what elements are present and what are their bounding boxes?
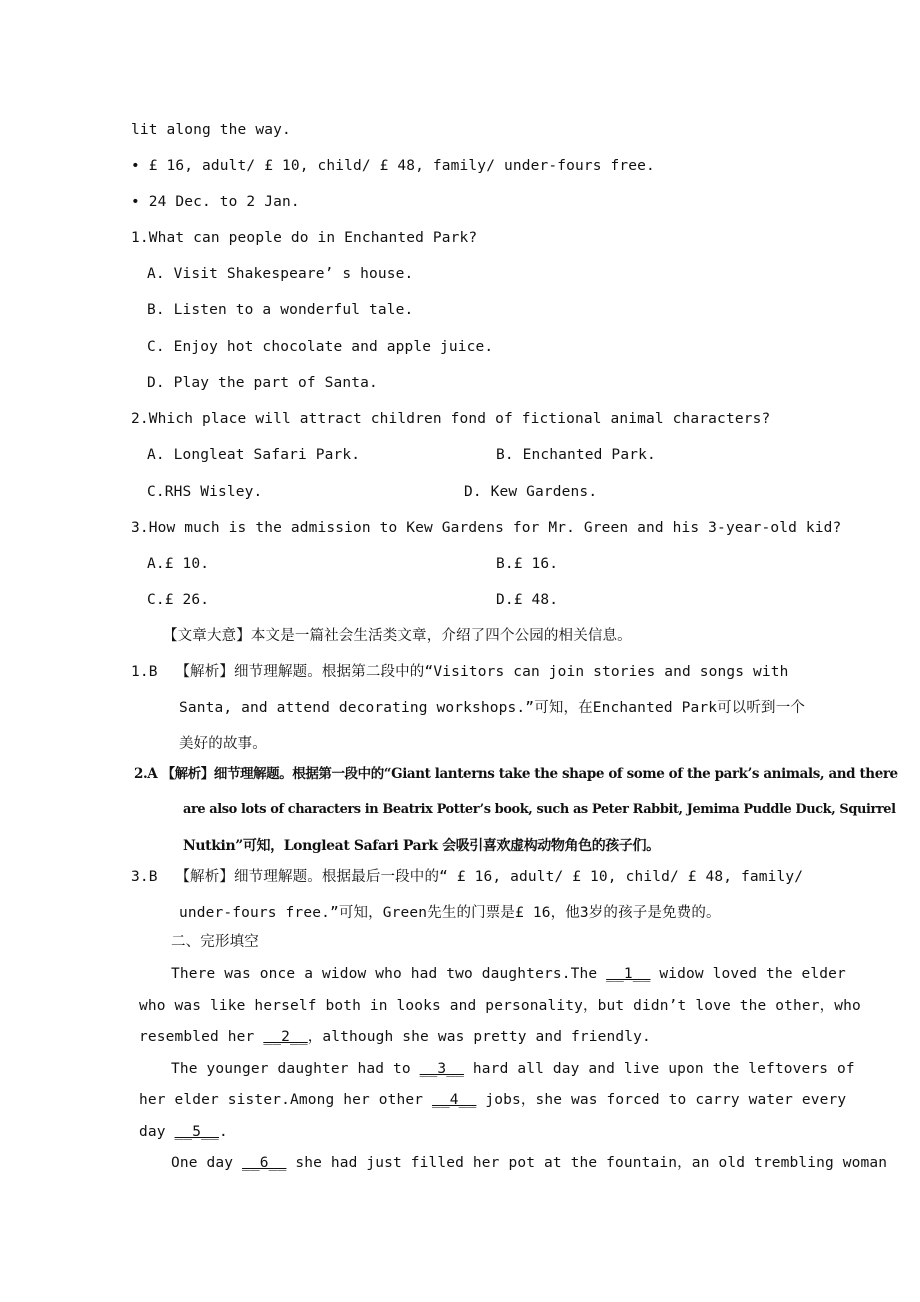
- answer-1-line: 美好的故事。: [179, 736, 267, 752]
- cloze-blank-3: __3__: [419, 1061, 465, 1077]
- question-3-option-c: C.£ 26.: [147, 592, 210, 608]
- question-1-option-c: C. Enjoy hot chocolate and apple juice.: [147, 339, 494, 355]
- cloze-blank-6: __6__: [242, 1155, 287, 1171]
- question-2-option-b: B. Enchanted Park.: [496, 447, 656, 463]
- answer-2-line: 2.A 【解析】细节理解题。根据第一段中的“Giant lanterns take the shape of some of the park’s animals, and there: [134, 766, 898, 782]
- cloze-blank-1: __1__: [606, 966, 651, 982]
- question-1-option-d: D. Play the part of Santa.: [147, 375, 378, 391]
- question-3-option-d: D.£ 48.: [496, 592, 559, 608]
- passage-line: lit along the way.: [131, 122, 291, 138]
- question-2-option-d: D. Kew Gardens.: [464, 484, 598, 500]
- answer-3-line: under-fours free.”可知，Green先生的门票是£ 16，他3岁的孩子是免费的。: [179, 905, 721, 921]
- cloze-blank-5: __5__: [174, 1124, 219, 1140]
- question-3-option-b: B.£ 16.: [496, 556, 559, 572]
- question-1-stem: 1.What can people do in Enchanted Park?: [131, 230, 478, 246]
- answer-2-line: are also lots of characters in Beatrix Potter’s book, such as Peter Rabbit, Jemima Puddle Duck, Squirrel: [183, 802, 896, 817]
- answer-1-line: Santa, and attend decorating workshops.”可知，在Enchanted Park可以听到一个: [179, 700, 806, 716]
- answer-1-line: 1.B 【解析】细节理解题。根据第二段中的“Visitors can join stories and songs with: [131, 664, 789, 680]
- answer-3-line: 3.B 【解析】细节理解题。根据最后一段中的“ £ 16, adult/ £ 10, child/ £ 48, family/: [131, 869, 804, 885]
- cloze-blank-4: __4__: [432, 1092, 477, 1108]
- question-3-option-a: A.£ 10.: [147, 556, 210, 572]
- question-1-option-a: A. Visit Shakespeare’ s house.: [147, 266, 414, 282]
- cloze-line: day __5__.: [139, 1124, 228, 1140]
- question-1-option-b: B. Listen to a wonderful tale.: [147, 302, 414, 318]
- question-2-option-a: A. Longleat Safari Park.: [147, 447, 361, 463]
- date-bullet: • 24 Dec. to 2 Jan.: [131, 194, 300, 210]
- cloze-line: There was once a widow who had two daughters.The __1__ widow loved the elder: [171, 966, 846, 982]
- question-2-option-c: C.RHS Wisley.: [147, 484, 263, 500]
- answer-2-line: Nutkin”可知，Longleat Safari Park 会吸引喜欢虚构动物角色的孩子们。: [183, 838, 660, 854]
- cloze-line: her elder sister.Among her other __4__ jobs，she was forced to carry water every: [139, 1092, 847, 1108]
- cloze-line: The younger daughter had to __3__ hard all day and live upon the leftovers of: [171, 1061, 855, 1077]
- question-2-stem: 2.Which place will attract children fond of fictional animal characters?: [131, 411, 771, 427]
- cloze-line: who was like herself both in looks and personality，but didn’t love the other，who: [139, 998, 861, 1014]
- cloze-line: resembled her __2__，although she was pretty and friendly.: [139, 1029, 651, 1045]
- article-summary: 【文章大意】本文是一篇社会生活类文章，介绍了四个公园的相关信息。: [163, 628, 632, 644]
- section-title: 二、完形填空: [171, 934, 259, 950]
- cloze-blank-2: __2__: [263, 1029, 308, 1045]
- question-3-stem: 3.How much is the admission to Kew Gardens for Mr. Green and his 3-year-old kid?: [131, 520, 842, 536]
- price-bullet: • £ 16, adult/ £ 10, child/ £ 48, family/ under-fours free.: [131, 158, 655, 174]
- cloze-line: One day __6__ she had just filled her pot at the fountain，an old trembling woman: [171, 1155, 888, 1171]
